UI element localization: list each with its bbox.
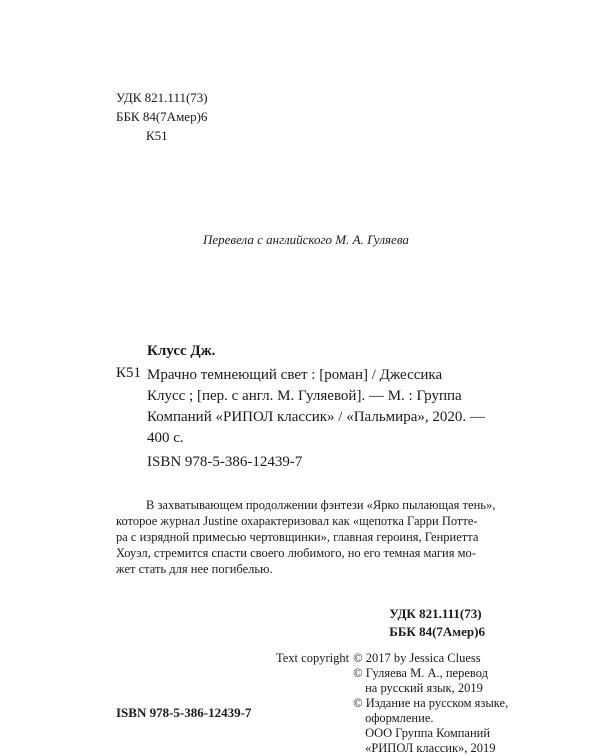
bbk-code: ББК 84(7Амер)6 (116, 109, 208, 124)
annotation-line: В захватывающем продолжении фэнтези «Ярко пылающая тень», (146, 498, 496, 512)
translator-note: Перевела с английского М. А. Гуляева (203, 232, 409, 247)
copyright-line: ООО Группа Компаний (365, 726, 491, 740)
bbk-code: ББК 84(7Амер)6 (389, 624, 485, 639)
copyright-values (353, 651, 508, 756)
annotation-line: жет стать для нее погибелью. (116, 562, 273, 576)
bib-isbn: ISBN 978-5-386-12439-7 (147, 454, 303, 470)
udk-code: УДК 821.111(73) (116, 90, 208, 105)
bib-description (147, 365, 485, 449)
annotation-line: которое журнал Justine охарактеризовал как «щепотка Гарри Потте- (116, 514, 478, 528)
top-classification (116, 88, 208, 145)
udk-code: УДК 821.111(73) (389, 606, 482, 621)
copyright-line: © 2017 by Jessica Cluess (353, 651, 481, 665)
annotation-line: Хоуэл, стремится спасти своего любимого, но его темная магия мо- (116, 546, 476, 560)
copyright-block (276, 651, 508, 756)
annotation-line: ра с изрядной примесью чертовщинки», главная героиня, Генриетта (116, 530, 479, 544)
copyright-table (276, 651, 508, 756)
author-mark: К51 (146, 128, 168, 143)
copyright-line: © Гуляева М. А., перевод (353, 666, 488, 680)
bottom-isbn: ISBN 978-5-386-12439-7 (116, 705, 252, 720)
bib-description-line: Мрачно темнеющий свет : [роман] / Джессика (147, 367, 443, 383)
bib-author-mark: К51 (116, 365, 142, 381)
bottom-classification (389, 605, 485, 641)
copyright-label: Text copyright (276, 651, 350, 665)
copyright-line: на русский язык, 2019 (365, 681, 483, 695)
bib-author: Клусс Дж. (147, 343, 216, 359)
bib-description-line: 400 с. (147, 430, 184, 446)
copyright-line: © Издание на русском языке, (353, 696, 509, 710)
copyright-line: оформление. (365, 711, 434, 725)
copyright-line: «РИПОЛ классик», 2019 (365, 741, 496, 755)
bib-description-line: Клусс ; [пер. с англ. М. Гуляевой]. — М. : Группа (147, 388, 462, 404)
bib-description-line: Компаний «РИПОЛ классик» / «Пальмира», 2020. — (147, 409, 485, 425)
annotation (116, 497, 496, 577)
